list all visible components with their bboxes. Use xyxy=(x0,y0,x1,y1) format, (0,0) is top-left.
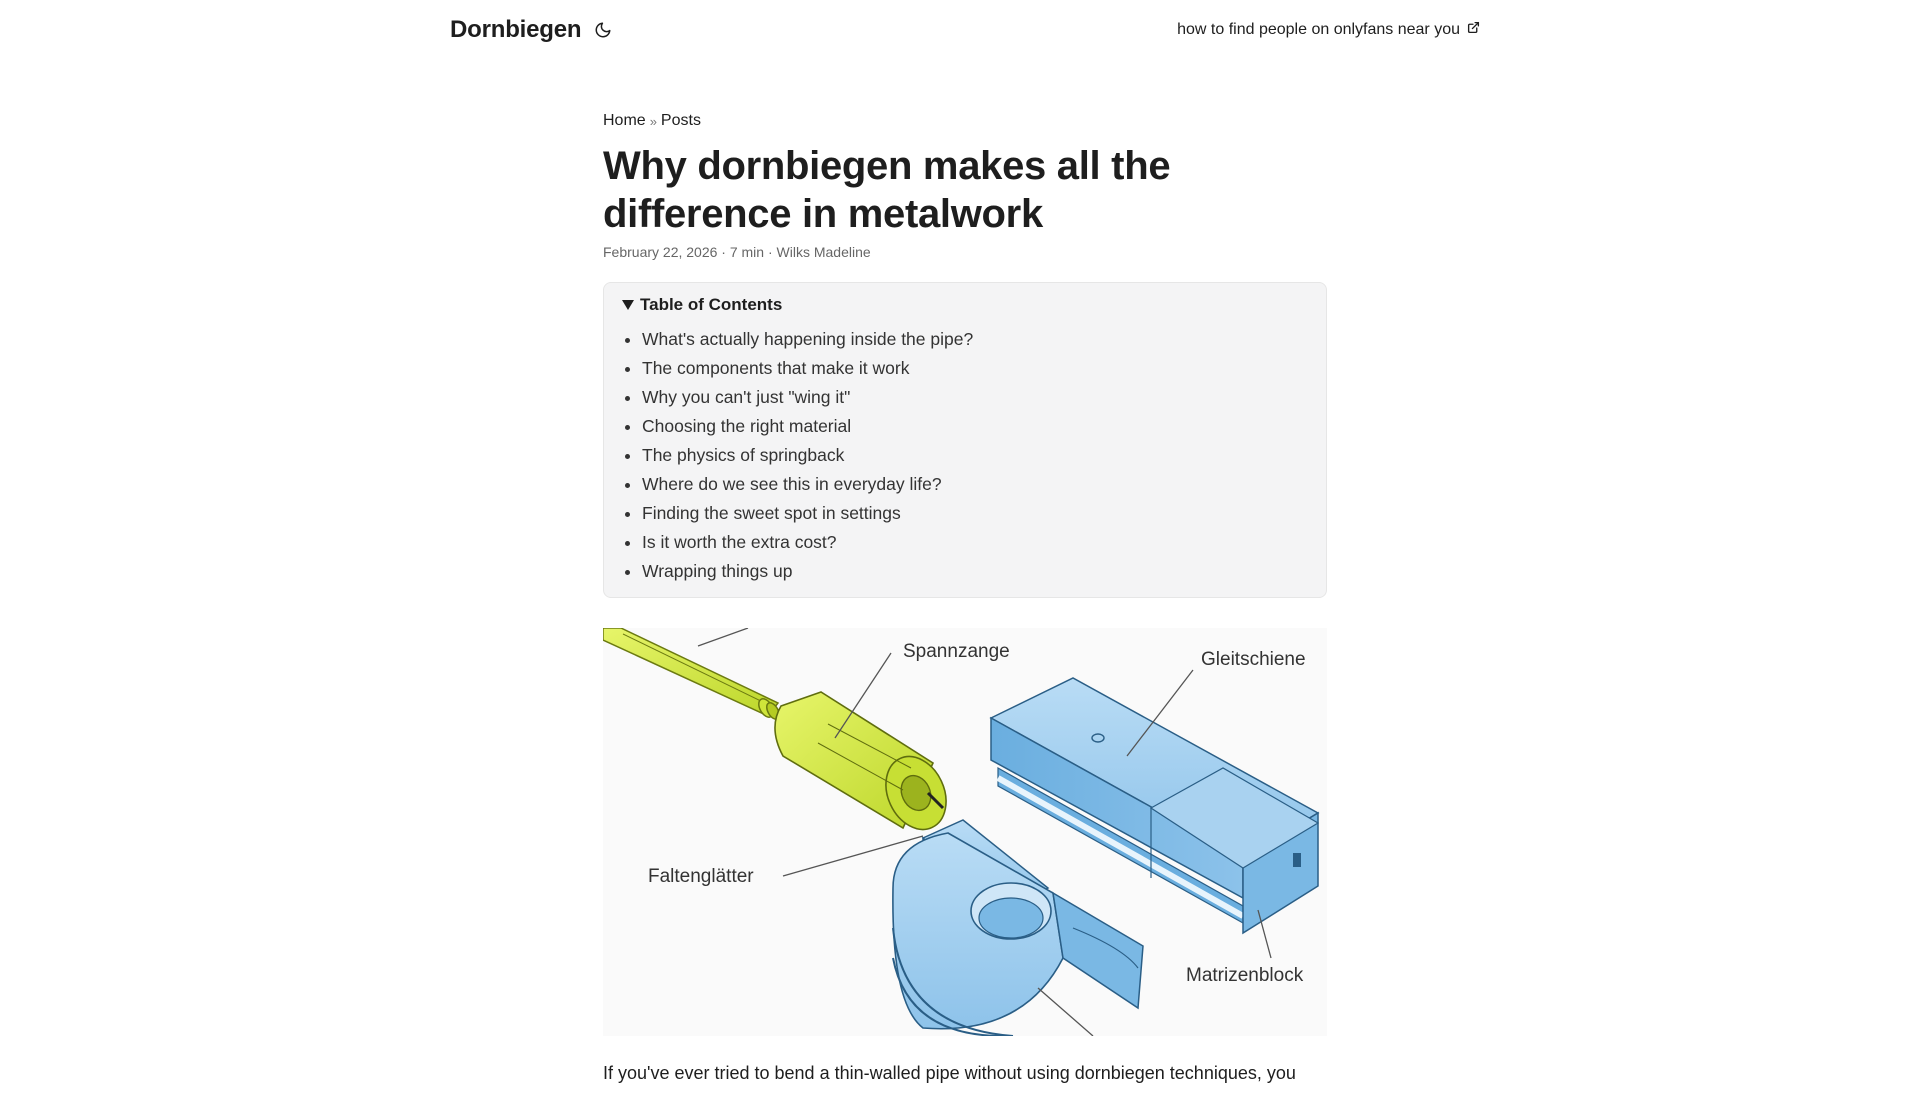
external-nav-link-label: how to find people on onlyfans near you xyxy=(1177,21,1460,38)
toc-link[interactable]: Is it worth the extra cost? xyxy=(642,532,837,552)
toc-list xyxy=(622,325,1308,586)
toc-item[interactable] xyxy=(642,528,1308,557)
moon-icon[interactable] xyxy=(593,20,613,40)
toc-item[interactable] xyxy=(642,383,1308,412)
label-gleitschiene: Gleitschiene xyxy=(1201,649,1306,670)
breadcrumb-home[interactable]: Home xyxy=(603,112,646,129)
breadcrumb-separator: » xyxy=(649,113,657,129)
label-matrizenblock: Matrizenblock xyxy=(1186,965,1304,986)
post-meta: February 22, 2026 · 7 min · Wilks Madeline xyxy=(603,244,871,260)
toc-link[interactable]: Why you can't just "wing it" xyxy=(642,387,851,407)
toc-link[interactable]: Choosing the right material xyxy=(642,416,852,436)
label-faltenglaetter: Faltenglätter xyxy=(648,866,754,887)
toc-item[interactable] xyxy=(642,499,1308,528)
toc-link[interactable]: What's actually happening inside the pipe? xyxy=(642,329,974,349)
toc-link[interactable]: The components that make it work xyxy=(642,358,910,378)
breadcrumb xyxy=(603,110,1327,132)
mandrel-rod xyxy=(603,628,782,721)
external-link-icon xyxy=(1467,21,1480,39)
external-nav-link[interactable] xyxy=(1177,21,1480,39)
brand xyxy=(450,16,613,44)
toc-toggle[interactable] xyxy=(622,293,1308,317)
caret-down-icon xyxy=(622,300,634,310)
post-main xyxy=(603,110,1327,1106)
toc-item[interactable] xyxy=(642,325,1308,354)
toc-item[interactable] xyxy=(642,557,1308,586)
bending-tool-diagram xyxy=(603,628,1327,1036)
toc-summary-label: Table of Contents xyxy=(640,295,783,314)
intro-paragraph: If you've ever tried to bend a thin-walled pipe without using dornbiegen techniques, you xyxy=(603,1063,1296,1083)
table-of-contents xyxy=(603,282,1327,598)
toc-item[interactable] xyxy=(642,470,1308,499)
toc-link[interactable]: The physics of springback xyxy=(642,445,845,465)
toc-item[interactable] xyxy=(642,412,1308,441)
breadcrumb-posts[interactable]: Posts xyxy=(660,112,701,129)
label-spannzange: Spannzange xyxy=(903,641,1010,662)
toc-link[interactable]: Finding the sweet spot in settings xyxy=(642,503,901,523)
site-logo[interactable]: Dornbiegen xyxy=(450,16,582,43)
wiper-and-bend-die xyxy=(893,820,1143,1036)
site-header xyxy=(450,10,1480,50)
toc-link[interactable]: Where do we see this in everyday life? xyxy=(642,474,942,494)
toc-link[interactable]: Wrapping things up xyxy=(642,561,793,581)
bending-tool-illustration xyxy=(603,628,1327,1036)
toc-item[interactable] xyxy=(642,354,1308,383)
toc-item[interactable] xyxy=(642,441,1308,470)
page-title: Why dornbiegen makes all the difference in metalwork xyxy=(603,144,1171,236)
collet xyxy=(775,692,957,839)
